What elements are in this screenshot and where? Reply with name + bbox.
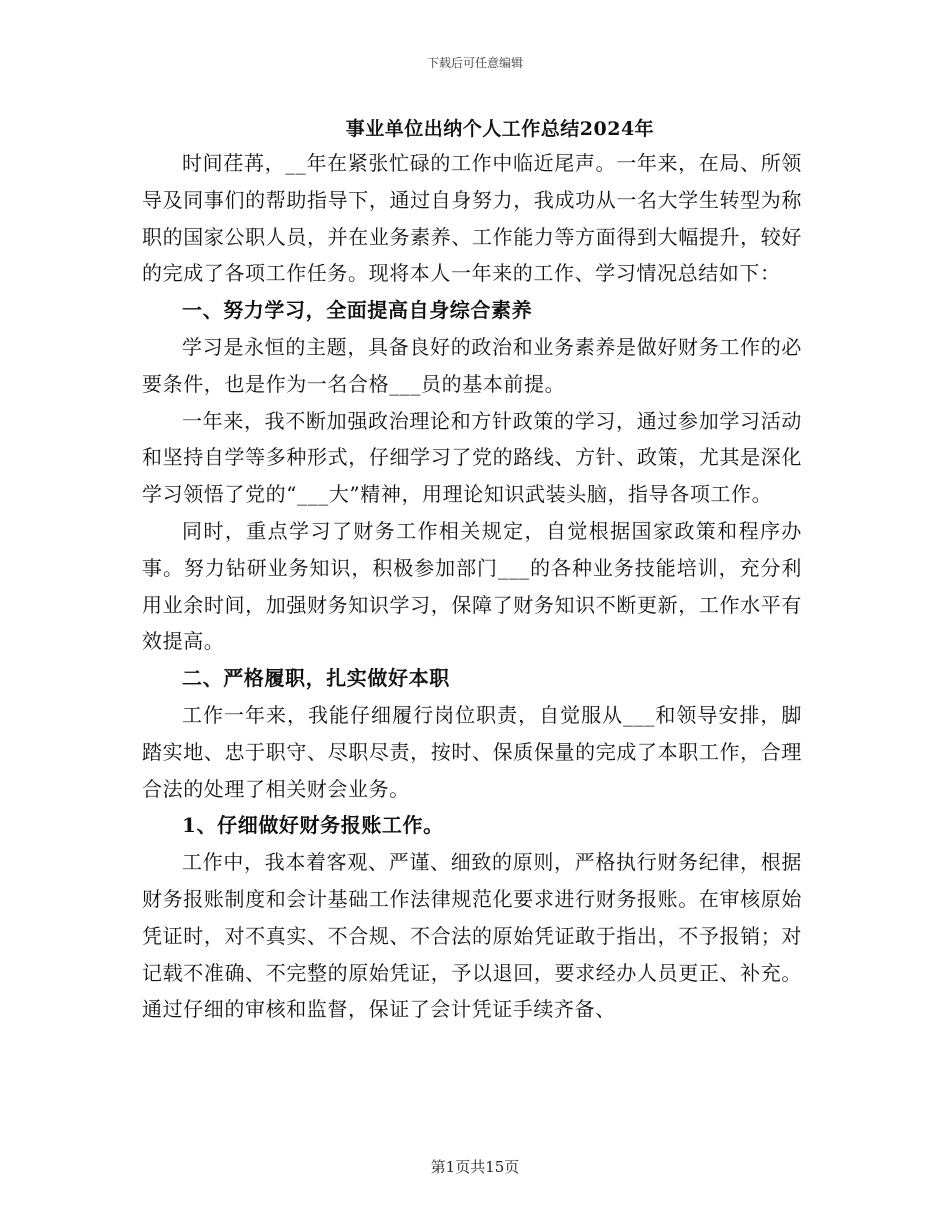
document-body xyxy=(142,145,802,1028)
paragraph: 时间荏苒，__年在紧张忙碌的工作中临近尾声。一年来，在局、所领导及同事们的帮助指导下，通过自身努力，我成功从一名大学生转型为称职的国家公职人员，并在业务素养、工作能力等方面得到大幅提升，较好的完成了各项工作任务。现将本人一年来的工作、学习情况总结如下： xyxy=(142,151,802,286)
paragraph: 工作一年来，我能仔细履行岗位职责，自觉服从___和领导安排，脚踏实地、忠于职守、尽职尽责，按时、保质保量的完成了本职工作，合理合法的处理了相关财会业务。 xyxy=(142,702,802,801)
paragraph: 工作中，我本着客观、严谨、细致的原则，严格执行财务纪律，根据财务报账制度和会计基础工作法律规范化要求进行财务报账。在审核原始凭证时，对不真实、不合规、不合法的原始凭证敢于指出，不予报销；对记载不准确、不完整的原始凭证，予以退回，要求经办人员更正、补充。通过仔细的审核和监督，保证了会计凭证手续齐备、 xyxy=(142,850,802,1022)
subsection-heading: 1、仔细做好财务报账工作。 xyxy=(182,813,444,838)
section-heading: 一、努力学习，全面提高自身综合素养 xyxy=(182,298,533,323)
section-heading: 二、严格履职，扎实做好本职 xyxy=(182,666,450,691)
paragraph: 同时，重点学习了财务工作相关规定，自觉根据国家政策和程序办事。努力钻研业务知识，积极参加部门___的各种业务技能培训，充分利用业余时间，加强财务知识学习，保障了财务知识不断更新，工作水平有效提高。 xyxy=(142,518,802,654)
paragraph: 学习是永恒的主题，具备良好的政治和业务素养是做好财务工作的必要条件，也是作为一名合格___员的基本前提。 xyxy=(142,334,802,396)
page-number: 第1页共15页 xyxy=(430,1158,520,1176)
paragraph: 一年来，我不断加强政治理论和方针政策的学习，通过参加学习活动和坚持自学等多种形式，仔细学习了党的路线、方针、政策，尤其是深化学习领悟了党的“___大”精神，用理论知识武装头脑，指导各项工作。 xyxy=(142,408,802,507)
header-note: 下载后可任意编辑 xyxy=(426,56,523,70)
document-title: 事业单位出纳个人工作总结2024年 xyxy=(345,118,655,140)
